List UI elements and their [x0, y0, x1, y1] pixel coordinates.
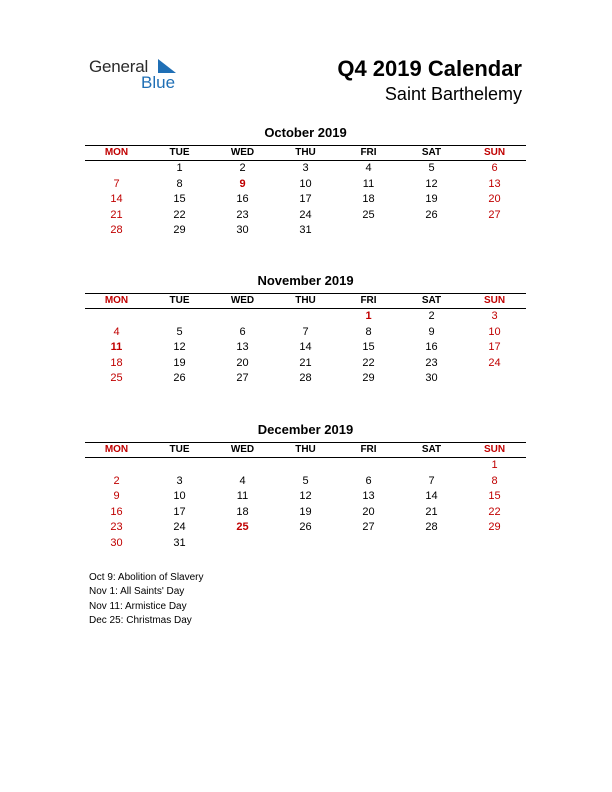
day-cell: 6 [491, 162, 498, 174]
day-cell: 19 [173, 356, 186, 369]
day-cell: 5 [302, 474, 309, 487]
day-cell: 30 [236, 224, 249, 237]
day-cell: 25 [362, 208, 375, 221]
week-row [85, 223, 526, 239]
day-cell: 14 [425, 490, 438, 503]
weekday-label-thu: THU [295, 295, 316, 306]
weekday-label-wed: WED [230, 295, 255, 306]
day-cell: 28 [299, 372, 312, 385]
week-row [85, 505, 526, 521]
day-cell: 21 [425, 505, 438, 518]
weekday-label-tue: TUE [169, 444, 190, 455]
day-cell: 17 [173, 505, 186, 518]
day-cell: 28 [425, 521, 438, 534]
empty-day-cell [274, 458, 337, 474]
weekday-label-thu: THU [295, 147, 316, 158]
day-cell: 2 [428, 310, 435, 322]
day-cell: 10 [173, 490, 186, 503]
weekday-label-fri: FRI [360, 147, 377, 158]
day-cell: 2 [113, 474, 120, 487]
page-subtitle: Saint Barthelemy [384, 84, 522, 104]
page-title: Q4 2019 Calendar [337, 56, 522, 81]
day-cell: 17 [488, 341, 501, 354]
day-cell: 15 [488, 490, 501, 503]
weekday-header-row [85, 294, 526, 309]
day-cell: 24 [173, 521, 186, 534]
day-cell: 26 [173, 372, 186, 385]
day-cell: 13 [236, 341, 249, 354]
empty-day-cell [274, 536, 337, 552]
holiday-note: Oct 9: Abolition of Slavery [89, 572, 204, 583]
day-cell: 19 [425, 193, 438, 206]
day-cell: 11 [236, 490, 249, 503]
day-cell: 11 [362, 177, 375, 190]
flag-logo-icon [158, 59, 176, 73]
day-cell: 12 [425, 177, 438, 190]
day-cell: 7 [428, 474, 435, 487]
day-cell: 20 [362, 505, 375, 518]
weekday-label-fri: FRI [360, 295, 377, 306]
weekday-header-row [85, 146, 526, 161]
day-cell: 6 [365, 474, 372, 487]
week-row [85, 325, 526, 341]
day-cell: 22 [173, 208, 186, 221]
empty-day-cell [337, 458, 400, 474]
day-cell: 10 [299, 177, 312, 190]
day-cell: 9 [113, 490, 120, 503]
day-cell: 4 [113, 325, 120, 338]
day-cell: 26 [299, 521, 312, 534]
day-cell: 18 [236, 505, 249, 518]
month-title: December 2019 [257, 422, 354, 437]
day-cell: 29 [362, 372, 375, 385]
empty-day-cell [400, 223, 463, 239]
empty-day-cell [463, 536, 526, 552]
logo-text-general: General [89, 57, 149, 76]
day-cell: 24 [488, 356, 501, 369]
day-cell: 16 [425, 341, 438, 354]
day-cell: 26 [425, 208, 438, 221]
day-cell: 5 [428, 162, 435, 174]
week-row [85, 536, 526, 552]
day-cell: 4 [365, 162, 372, 174]
month-title: November 2019 [257, 273, 354, 288]
day-cell: 3 [491, 310, 498, 322]
day-cell: 21 [299, 356, 312, 369]
day-cell: 10 [488, 325, 501, 338]
week-row [85, 489, 526, 505]
day-cell: 19 [299, 505, 312, 518]
day-cell: 12 [299, 490, 312, 503]
empty-day-cell [148, 309, 211, 325]
day-cell: 7 [113, 177, 120, 190]
day-cell: 12 [173, 341, 186, 354]
holiday-notes [89, 571, 204, 628]
day-cell: 23 [425, 356, 438, 369]
empty-day-cell [211, 458, 274, 474]
day-cell: 1 [365, 310, 372, 322]
day-cell: 6 [239, 325, 246, 338]
day-cell: 21 [110, 208, 123, 221]
day-cell: 17 [299, 193, 312, 206]
empty-day-cell [211, 536, 274, 552]
logo-text-blue: Blue [141, 73, 176, 92]
day-cell: 18 [110, 356, 123, 369]
day-cell: 27 [236, 372, 249, 385]
day-cell: 5 [176, 325, 183, 338]
day-cell: 1 [176, 162, 183, 174]
day-cell: 15 [173, 193, 186, 206]
week-row [85, 356, 526, 372]
day-cell: 3 [176, 474, 183, 487]
weekday-header-row [85, 443, 526, 458]
week-row [85, 309, 526, 325]
week-row [85, 208, 526, 224]
day-cell: 14 [110, 193, 123, 206]
week-row [85, 177, 526, 193]
day-cell: 28 [110, 224, 123, 237]
day-cell: 1 [491, 459, 498, 471]
day-cell: 27 [488, 208, 501, 221]
weekday-label-sat: SAT [421, 147, 442, 158]
day-cell: 24 [299, 208, 312, 221]
empty-day-cell [85, 161, 148, 177]
week-row [85, 161, 526, 177]
day-cell: 9 [428, 325, 435, 338]
week-row [85, 474, 526, 490]
day-cell: 7 [302, 325, 309, 338]
day-cell: 13 [488, 177, 501, 190]
generalblue-logo [89, 57, 189, 93]
day-cell: 23 [110, 521, 123, 534]
day-cell: 22 [488, 505, 501, 518]
day-cell: 30 [425, 372, 438, 385]
week-row [85, 458, 526, 474]
weekday-label-wed: WED [230, 444, 255, 455]
day-cell: 29 [488, 521, 501, 534]
day-cell: 8 [365, 325, 372, 338]
day-cell: 18 [362, 193, 375, 206]
day-cell: 25 [110, 372, 123, 385]
empty-day-cell [400, 536, 463, 552]
weekday-label-wed: WED [230, 147, 255, 158]
day-cell: 15 [362, 341, 375, 354]
month-november [85, 273, 526, 387]
weekday-label-sun: SUN [483, 295, 506, 306]
week-row [85, 192, 526, 208]
day-cell: 16 [236, 193, 249, 206]
holiday-note: Nov 1: All Saints' Day [89, 586, 185, 598]
empty-day-cell [274, 309, 337, 325]
empty-day-cell [148, 458, 211, 474]
empty-day-cell [85, 309, 148, 325]
empty-day-cell [337, 223, 400, 239]
holiday-note: Dec 25: Christmas Day [89, 614, 192, 626]
day-cell: 8 [176, 177, 183, 190]
weekday-label-mon: MON [104, 295, 129, 306]
day-cell: 3 [302, 162, 309, 174]
day-cell: 31 [299, 224, 312, 237]
weekday-label-sat: SAT [421, 295, 442, 306]
holiday-note: Nov 11: Armistice Day [89, 600, 187, 612]
empty-day-cell [463, 223, 526, 239]
month-title: October 2019 [264, 125, 347, 140]
month-december [85, 422, 526, 552]
weekday-label-tue: TUE [169, 295, 190, 306]
weekday-label-sun: SUN [483, 444, 506, 455]
day-cell: 13 [362, 490, 375, 503]
weekday-label-fri: FRI [360, 444, 377, 455]
empty-day-cell [463, 371, 526, 387]
weekday-label-sun: SUN [483, 147, 506, 158]
day-cell: 30 [110, 536, 123, 549]
empty-day-cell [400, 458, 463, 474]
day-cell: 23 [236, 208, 249, 221]
day-cell: 29 [173, 224, 186, 237]
month-october [85, 125, 526, 239]
week-row [85, 340, 526, 356]
day-cell: 8 [491, 474, 498, 487]
day-cell: 16 [110, 505, 123, 518]
day-cell: 25 [236, 521, 249, 534]
day-cell: 20 [236, 356, 249, 369]
day-cell: 4 [239, 474, 246, 487]
day-cell: 2 [239, 162, 246, 174]
weekday-label-tue: TUE [169, 147, 190, 158]
week-row [85, 371, 526, 387]
empty-day-cell [337, 536, 400, 552]
weekday-label-sat: SAT [421, 444, 442, 455]
weekday-label-mon: MON [104, 147, 129, 158]
week-row [85, 520, 526, 536]
day-cell: 27 [362, 521, 375, 534]
day-cell: 9 [239, 177, 246, 190]
day-cell: 14 [299, 341, 312, 354]
day-cell: 11 [110, 341, 123, 354]
empty-day-cell [85, 458, 148, 474]
day-cell: 20 [488, 193, 501, 206]
weekday-label-mon: MON [104, 444, 129, 455]
day-cell: 31 [173, 536, 186, 549]
empty-day-cell [211, 309, 274, 325]
day-cell: 22 [362, 356, 375, 369]
weekday-label-thu: THU [295, 444, 316, 455]
